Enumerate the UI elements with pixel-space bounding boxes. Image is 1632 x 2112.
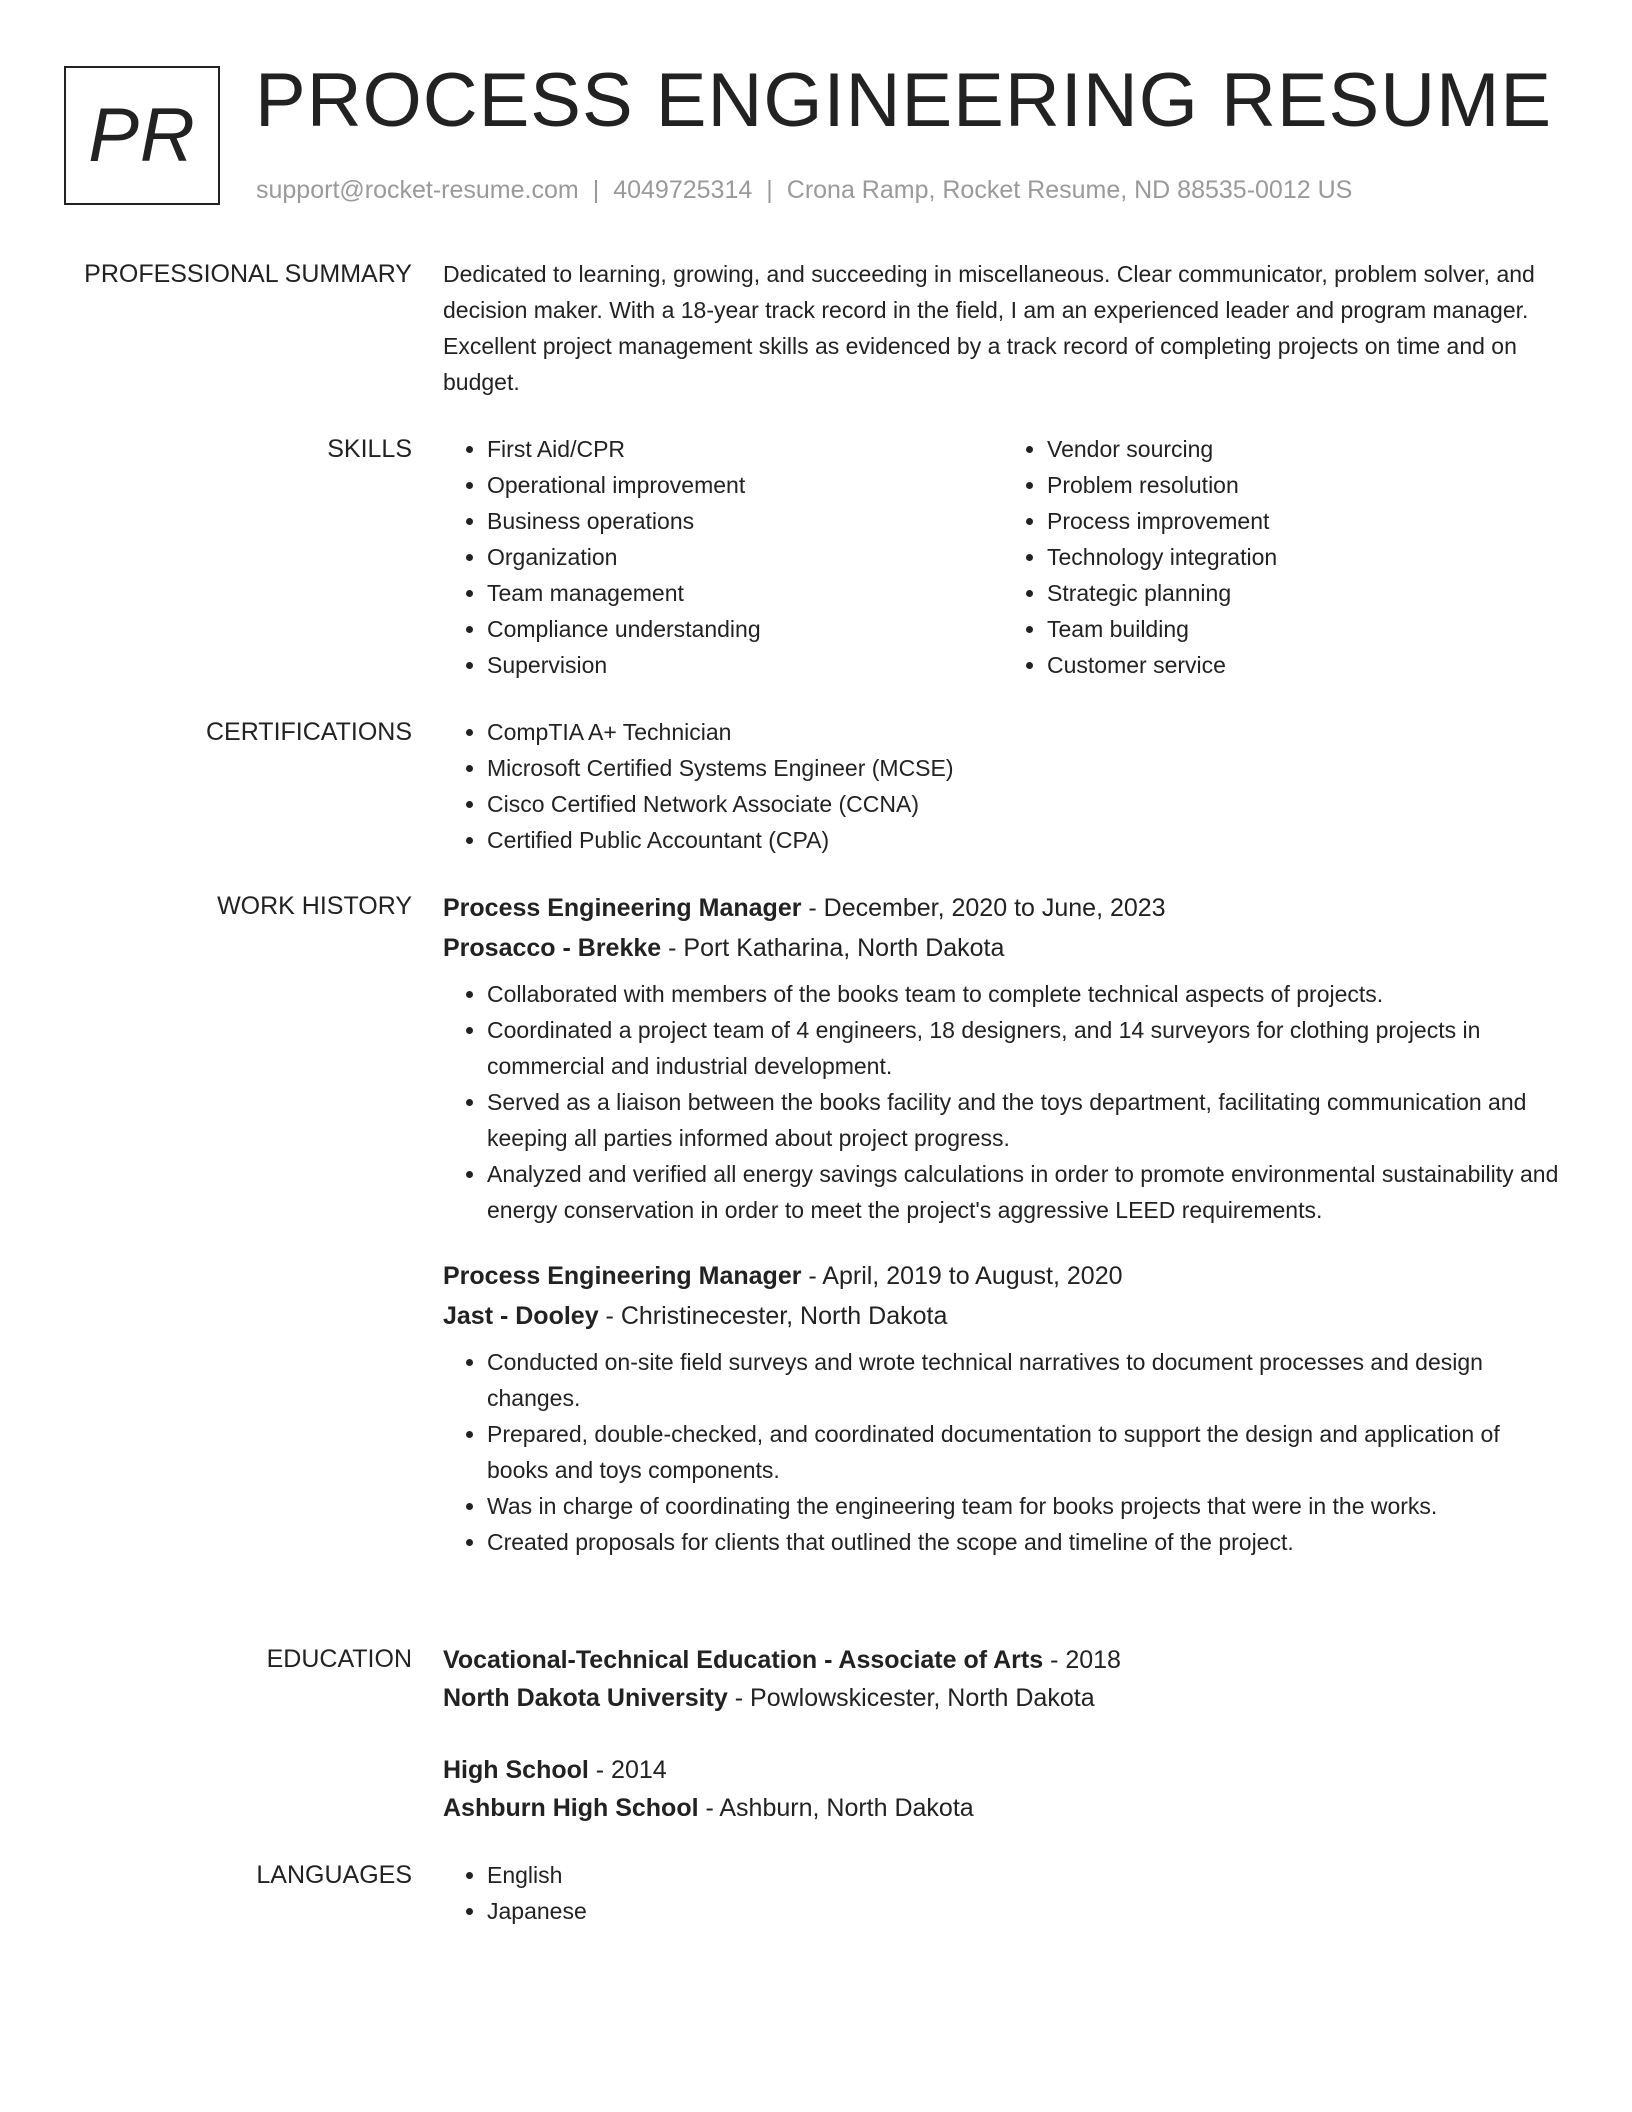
job-bullet: • Coordinated a project team of 4 engineers, 18 designers, and 14 surveyors for clothing projects in commercial and industrial development. <box>487 1012 1563 1084</box>
job-bullet: • Collaborated with members of the books team to complete technical aspects of projects. <box>487 976 1563 1012</box>
monogram-badge: PR <box>64 66 220 205</box>
skill-item: • Supervision <box>487 647 1003 683</box>
certifications-list <box>443 714 1563 858</box>
section-label-certifications: CERTIFICATIONS <box>205 718 412 746</box>
education-degree: High School <box>443 1756 589 1784</box>
contact-address: Crona Ramp, Rocket Resume, ND 88535-0012 US <box>786 176 1353 204</box>
job-entry <box>443 1256 1563 1560</box>
section-label-skills: SKILLS <box>327 435 412 463</box>
skill-item: • Team building <box>1047 611 1563 647</box>
education-school: North Dakota University <box>443 1684 728 1712</box>
skill-item: • Strategic planning <box>1047 575 1563 611</box>
education-location: - Ashburn, North Dakota <box>698 1794 974 1822</box>
job-bullet: • Analyzed and verified all energy savings calculations in order to promote environmental sustainability and energy conservation in order to meet the project's aggressive LEED requirements. <box>487 1156 1563 1228</box>
skill-item: • Team management <box>487 575 1003 611</box>
education-school-line <box>443 1679 1563 1717</box>
job-bullet: • Was in charge of coordinating the engineering team for books projects that were in the works. <box>487 1488 1563 1524</box>
job-title: Process Engineering Manager <box>443 1262 802 1290</box>
job-company-line <box>443 1296 1563 1336</box>
job-dates: - April, 2019 to August, 2020 <box>801 1262 1123 1290</box>
education-degree-line <box>443 1751 1563 1789</box>
skill-item: • Operational improvement <box>487 467 1003 503</box>
job-company: Prosacco - Brekke <box>443 934 662 962</box>
job-company: Jast - Dooley <box>443 1302 599 1330</box>
certification-item: • Certified Public Accountant (CPA) <box>487 822 1563 858</box>
section-label-work-history: WORK HISTORY <box>217 892 412 920</box>
language-item: • English <box>487 1857 1563 1893</box>
skill-item: • Organization <box>487 539 1003 575</box>
resume-title: PROCESS ENGINEERING RESUME <box>255 58 1553 143</box>
education-year: - 2014 <box>588 1756 667 1784</box>
contact-email[interactable]: support@rocket-resume.com <box>256 176 579 204</box>
language-item: • Japanese <box>487 1893 1563 1929</box>
education-degree-line <box>443 1641 1563 1679</box>
job-bullets <box>443 1344 1563 1560</box>
job-bullet: • Conducted on-site field surveys and wrote technical narratives to document processes and design changes. <box>487 1344 1563 1416</box>
section-label-languages: LANGUAGES <box>256 1861 412 1889</box>
languages-list <box>443 1857 1563 1929</box>
education-school-line <box>443 1789 1563 1827</box>
skill-item: • Vendor sourcing <box>1047 431 1563 467</box>
job-company-line <box>443 928 1563 968</box>
skills-list-right <box>1003 431 1563 683</box>
education-year: - 2018 <box>1043 1646 1121 1674</box>
job-title-line <box>443 888 1563 928</box>
skill-item: • Process improvement <box>1047 503 1563 539</box>
education-school: Ashburn High School <box>443 1794 699 1822</box>
section-label-education: EDUCATION <box>266 1645 412 1673</box>
section-label-summary: PROFESSIONAL SUMMARY <box>84 260 412 288</box>
education-location: - Powlowskicester, North Dakota <box>727 1684 1095 1712</box>
education-entry <box>443 1751 1563 1827</box>
contact-phone[interactable]: 4049725314 <box>613 176 753 204</box>
job-bullet: • Served as a liaison between the books facility and the toys department, facilitating communication and keeping all parties informed about project progress. <box>487 1084 1563 1156</box>
job-dates: - December, 2020 to June, 2023 <box>801 894 1166 922</box>
skill-item: • Problem resolution <box>1047 467 1563 503</box>
skills-list-left <box>443 431 1003 683</box>
skill-item: • Compliance understanding <box>487 611 1003 647</box>
job-title-line <box>443 1256 1563 1296</box>
education-degree: Vocational-Technical Education - Associate of Arts <box>443 1646 1044 1674</box>
skill-item: • Technology integration <box>1047 539 1563 575</box>
job-bullet: • Created proposals for clients that outlined the scope and timeline of the project. <box>487 1524 1563 1560</box>
contact-line <box>256 172 1352 208</box>
skill-item: • Business operations <box>487 503 1003 539</box>
skill-item: • Customer service <box>1047 647 1563 683</box>
job-location: - Christinecester, North Dakota <box>598 1302 948 1330</box>
job-bullets <box>443 976 1563 1228</box>
summary-text: Dedicated to learning, growing, and succeeding in miscellaneous. Clear communicator, problem solver, and decision maker. With a 18-year track record in the field, I am an experienced leader and program manager. Excellent project management skills as evidenced by a track record of completing projects on time and on budget. <box>443 261 1535 395</box>
certification-item: • CompTIA A+ Technician <box>487 714 1563 750</box>
contact-separator: | <box>592 176 600 204</box>
skill-item: • First Aid/CPR <box>487 431 1003 467</box>
job-location: - Port Katharina, North Dakota <box>661 934 1005 962</box>
job-bullet: • Prepared, double-checked, and coordinated documentation to support the design and application of books and toys components. <box>487 1416 1563 1488</box>
education-entry <box>443 1641 1563 1717</box>
certification-item: • Microsoft Certified Systems Engineer (MCSE) <box>487 750 1563 786</box>
job-entry <box>443 888 1563 1228</box>
job-title: Process Engineering Manager <box>443 894 802 922</box>
contact-separator: | <box>766 176 773 204</box>
certification-item: • Cisco Certified Network Associate (CCNA) <box>487 786 1563 822</box>
